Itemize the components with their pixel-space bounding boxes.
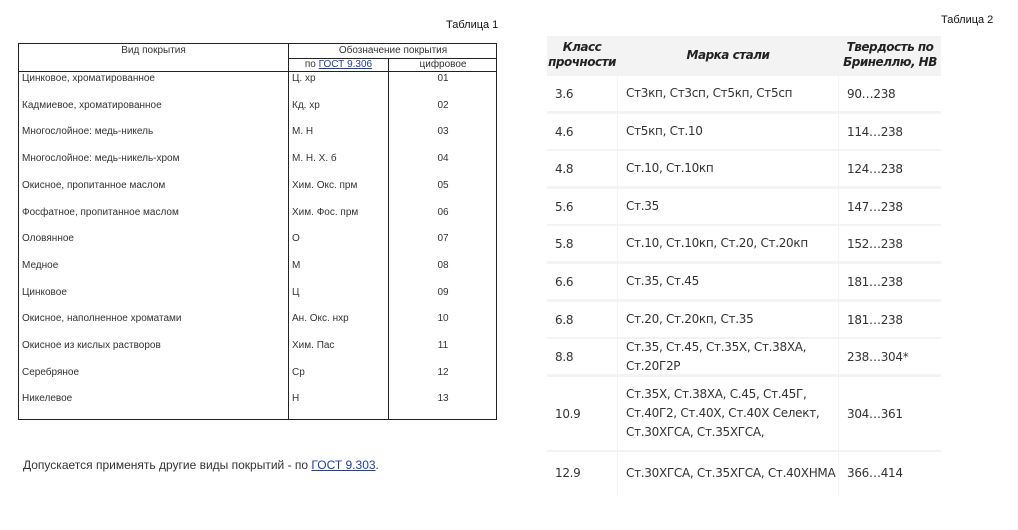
coating-type-cell: Медное <box>22 259 59 271</box>
digital-code-cell: 08 <box>437 259 449 271</box>
table-row <box>19 153 496 180</box>
table-row <box>19 233 496 260</box>
table-row <box>19 207 496 234</box>
digital-code-cell: 06 <box>437 206 449 218</box>
digital-code-cell: 09 <box>437 286 449 298</box>
digital-code-cell: 12 <box>437 366 449 378</box>
digital-code-cell: 13 <box>437 393 449 405</box>
header-strength-class: Класс прочности <box>548 40 616 69</box>
coating-type-cell: Окисное, пропитанное маслом <box>22 179 166 191</box>
gost-designation-cell: Кд. хр <box>292 99 320 111</box>
strength-class-cell: 10.9 <box>547 377 617 450</box>
gost-designation-cell: Ц. хр <box>292 73 316 84</box>
coating-table <box>18 43 497 420</box>
table-row <box>19 287 496 314</box>
header-digital-code: цифровое <box>419 59 467 70</box>
coating-type-cell: Цинковое <box>22 286 67 298</box>
header-gost-designation <box>289 59 388 70</box>
strength-class-cell: 5.6 <box>547 189 617 224</box>
steel-grade-cell: Ст.35, Ст.45 <box>618 264 838 299</box>
table-row <box>19 393 496 420</box>
gost-9306-link[interactable]: ГОСТ 9.306 <box>318 59 373 70</box>
header-steel-grade: Марка стали <box>686 47 770 62</box>
strength-class-cell: 4.8 <box>547 151 617 186</box>
brinell-hardness-cell: 181…238 <box>839 264 941 299</box>
gost-designation-cell: Ср <box>292 366 305 378</box>
gost-9303-link[interactable]: ГОСТ 9.303 <box>311 458 376 472</box>
brinell-hardness-cell: 304…361 <box>839 377 941 450</box>
coating-type-cell: Фосфатное, пропитанное маслом <box>22 206 179 218</box>
brinell-hardness-cell: 238…304* <box>839 339 941 374</box>
note-prefix: Допускается применять другие виды покрытий - по <box>23 458 312 472</box>
header-coating-designation: Обозначение покрытия <box>338 45 448 56</box>
steel-grade-cell: Ст3кп, Ст3сп, Ст5кп, Ст5сп <box>618 76 838 111</box>
digital-code-cell: 01 <box>437 73 449 84</box>
coating-type-cell: Цинковое, хроматированное <box>22 73 155 84</box>
gost-designation-cell: Н <box>292 393 300 405</box>
coating-type-cell: Многослойное: медь-никель <box>22 126 154 138</box>
strength-class-cell: 5.8 <box>547 226 617 261</box>
brinell-hardness-cell: 147…238 <box>839 189 941 224</box>
brinell-hardness-cell: 366…414 <box>839 452 941 494</box>
steel-grade-cell: Ст.20, Ст.20кп, Ст.35 <box>618 302 838 337</box>
header-brinell-hardness: Твердость по Бринеллю, НВ <box>843 40 937 69</box>
strength-class-cell: 8.8 <box>547 339 617 374</box>
gost-designation-cell: Хим. Фос. прм <box>292 206 359 218</box>
table-row <box>19 340 496 367</box>
strength-class-cell: 4.6 <box>547 114 617 149</box>
brinell-hardness-cell: 152…238 <box>839 226 941 261</box>
brinell-hardness-cell: 114…238 <box>839 114 941 149</box>
steel-grade-cell: Ст.35, Ст.45, Ст.35Х, Ст.38ХА, Ст.20Г2Р <box>618 339 838 374</box>
coating-type-cell: Кадмиевое, хроматированное <box>22 99 162 111</box>
table2-header <box>547 36 941 74</box>
table-row <box>19 100 496 127</box>
brinell-hardness-cell: 124…238 <box>839 151 941 186</box>
header-gost-prefix: по <box>304 59 319 70</box>
digital-code-cell: 11 <box>437 340 449 351</box>
brinell-hardness-cell: 181…238 <box>839 302 941 337</box>
note-text <box>23 458 379 472</box>
table1-caption: Таблица 1 <box>446 19 499 31</box>
table-row <box>19 126 496 153</box>
digital-code-cell: 10 <box>437 313 449 325</box>
gost-designation-cell: Ц <box>292 286 300 298</box>
coating-type-cell: Никелевое <box>22 393 73 405</box>
strength-class-cell: 6.6 <box>547 264 617 299</box>
table-row <box>19 367 496 394</box>
gost-designation-cell: М. Н <box>292 126 314 138</box>
steel-grade-cell: Ст.10, Ст.10кп <box>618 151 838 186</box>
gost-designation-cell: Хим. Окс. прм <box>292 179 358 191</box>
digital-code-cell: 07 <box>437 233 449 245</box>
digital-code-cell: 02 <box>437 99 449 111</box>
steel-grade-cell: Ст5кп, Ст.10 <box>618 114 838 149</box>
table-row <box>19 260 496 287</box>
digital-code-cell: 05 <box>437 179 449 191</box>
strength-class-cell: 3.6 <box>547 76 617 111</box>
header-bottom-divider <box>19 71 496 72</box>
coating-type-cell: Многослойное: медь-никель-хром <box>22 153 180 165</box>
coating-type-cell: Серебряное <box>22 366 80 378</box>
gost-designation-cell: Ан. Окс. нхр <box>292 313 349 325</box>
steel-grade-cell: Ст.35 <box>618 189 838 224</box>
coating-type-cell: Окисное из кислых растворов <box>22 340 161 351</box>
gost-designation-cell: Хим. Пас <box>292 340 335 351</box>
digital-code-cell: 03 <box>437 126 449 138</box>
coating-type-cell: Окисное, наполненное хроматами <box>22 313 182 325</box>
table2-caption: Таблица 2 <box>941 14 994 26</box>
gost-designation-cell: М. Н. Х. б <box>292 153 337 165</box>
strength-class-cell: 6.8 <box>547 302 617 337</box>
strength-class-cell: 12.9 <box>547 452 617 494</box>
brinell-hardness-cell: 90…238 <box>839 76 941 111</box>
coating-type-cell: Оловянное <box>22 233 74 245</box>
gost-designation-cell: М <box>292 259 301 271</box>
steel-grade-cell: Ст.35Х, Ст.38ХА, С.45, Ст.45Г, Ст.40Г2, Ст.40Х, Ст.40Х Селект, Ст.30ХГСА, Ст.35ХГСА, <box>618 377 838 450</box>
steel-grade-cell: Ст.10, Ст.10кп, Ст.20, Ст.20кп <box>618 226 838 261</box>
table-row <box>19 180 496 207</box>
digital-code-cell: 04 <box>437 153 449 165</box>
table-row <box>19 73 496 100</box>
table-row <box>19 313 496 340</box>
steel-grade-cell: Ст.30ХГСА, Ст.35ХГСА, Ст.40ХНМА <box>618 452 838 494</box>
header-coating-type: Вид покрытия <box>121 45 186 56</box>
note-suffix: . <box>375 458 379 472</box>
strength-class-table <box>547 36 941 494</box>
gost-designation-cell: О <box>292 233 300 245</box>
